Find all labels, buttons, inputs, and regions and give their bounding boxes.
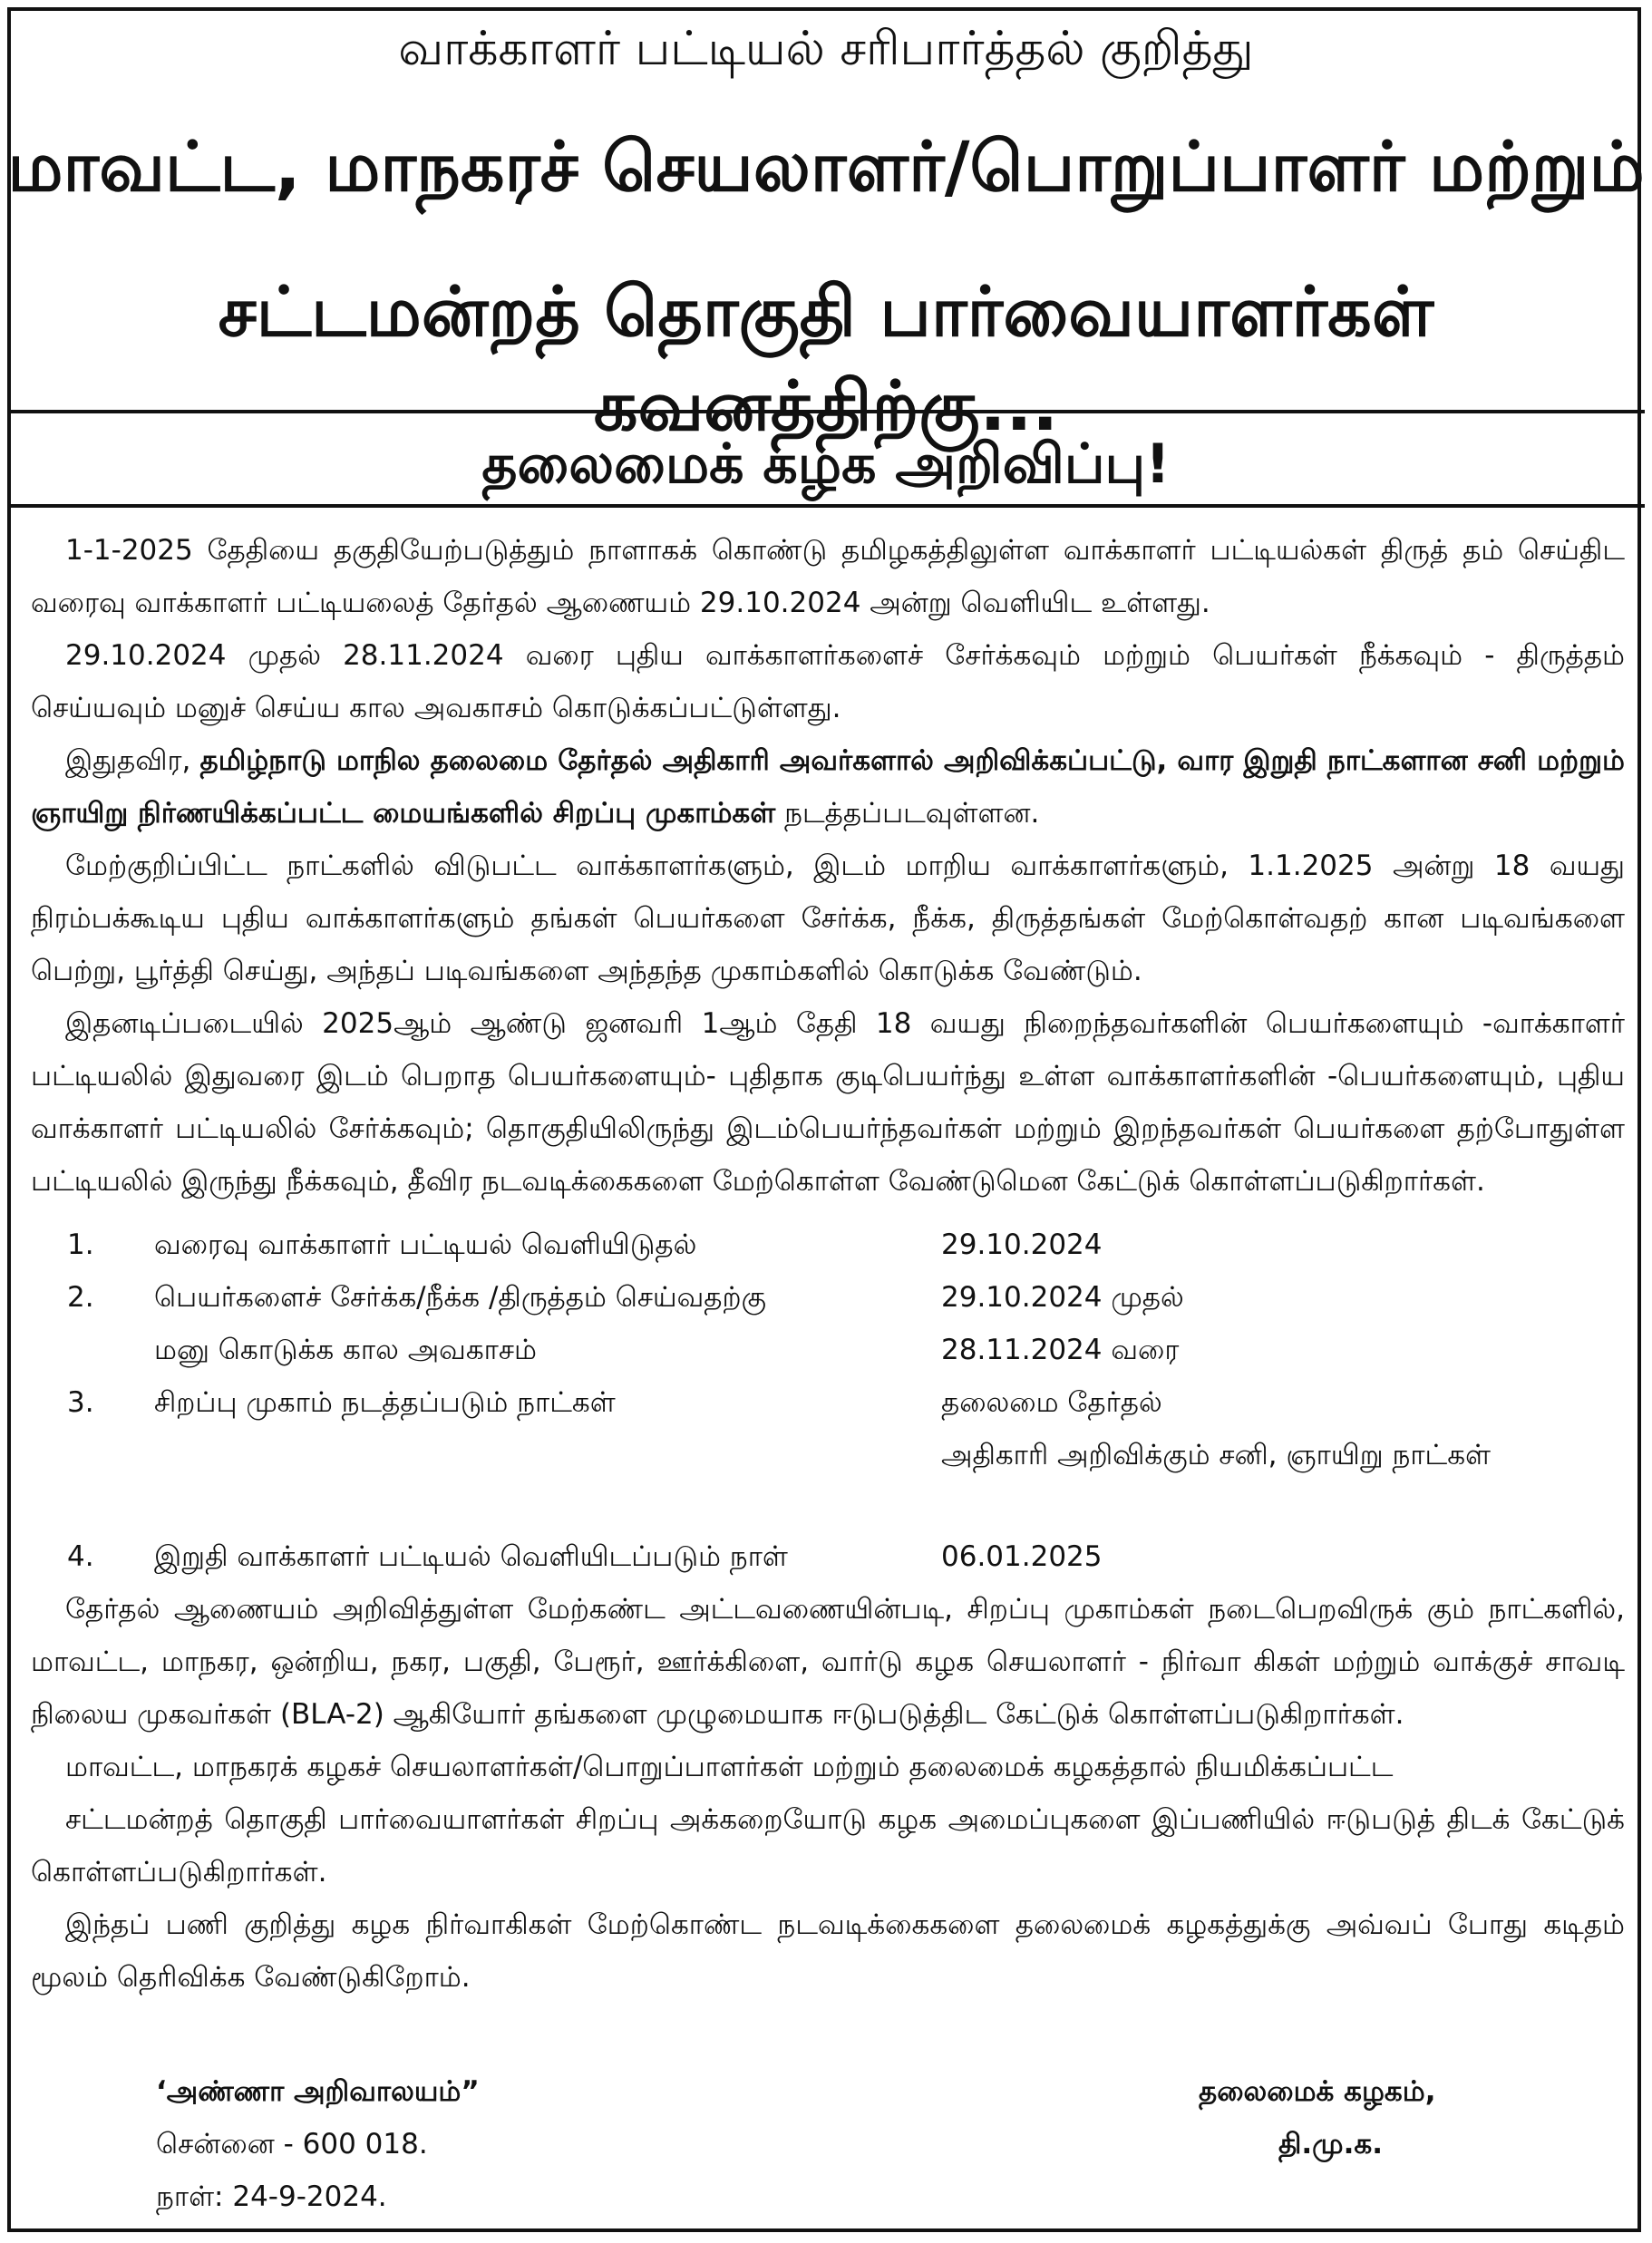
signature-date: நாள்: 24-9-2024. (156, 2180, 387, 2213)
schedule-item-2-description-line-1: பெயர்களைச் சேர்க்க/நீக்க /திருத்தம் செய்வதற்கு (154, 1281, 766, 1314)
schedule-item-4-date: 06.01.2025 (941, 1540, 1103, 1573)
notice-title-line-1: மாவட்ட, மாநகரச் செயலாளர்/பொறுப்பாளர் மற்றும் (7, 126, 1645, 207)
paragraph-1: 1-1-2025 தேதியை தகுதியேற்படுத்தும் நாளாகக் கொண்டு தமிழகத்திலுள்ள வாக்காளர் பட்டியல்கள் திருத் தம் செய்திட வரைவு வாக்காளர் பட்டியலைத் தேர்தல் ஆணையம் 29.10.2024 அன்று வெளியிட உள்ளது. (31, 534, 1625, 619)
schedule-item-3-description: சிறப்பு முகாம் நடத்தப்படும் நாட்கள் (154, 1386, 616, 1419)
paragraph-7-rest: சட்டமன்றத் தொகுதி பார்வையாளர்கள் சிறப்பு அக்கறையோடு கழக அமைப்புகளை இப்பணியில் ஈடுபடுத் திடக் கேட்டுக் கொள்ளப்படுகிறார்கள். (31, 1803, 1625, 1889)
schedule-item-2-description-line-2: மனு கொடுக்க கால அவகாசம் (154, 1334, 537, 1366)
paragraph-8: இந்தப் பணி குறித்து கழக நிர்வாகிகள் மேற்கொண்ட நடவடிக்கைகளை தலைமைக் கழகத்துக்கு அவ்வப் போது கடிதம் மூலம் தெரிவிக்க வேண்டுகிறோம். (31, 1908, 1625, 1994)
schedule-item-1-number: 1. (67, 1228, 94, 1261)
signature-organisation: தலைமைக் கழகம், (1199, 2075, 1436, 2108)
paragraph-3-end: நடத்தப்படவுள்ளன. (775, 797, 1040, 830)
signature-city: சென்னை - 600 018. (156, 2128, 428, 2160)
paragraph-7-line-1: மாவட்ட, மாநகரக் கழகச் செயலாளர்கள்/பொறுப்பாளர்கள் மற்றும் தலைமைக் கழகத்தால் நியமிக்கப்பட்ட (65, 1751, 1394, 1783)
announcement-heading: தலைமைக் கழக அறிவிப்பு! (481, 432, 1171, 496)
notice-subtitle: வாக்காளர் பட்டியல் சரிபார்த்தல் குறித்து (398, 22, 1254, 76)
divider-bottom (7, 504, 1645, 508)
signature-party: தி.மு.க. (1278, 2128, 1383, 2160)
schedule-item-2-date-line-2: 28.11.2024 வரை (941, 1334, 1180, 1366)
schedule-item-2-date-line-1: 29.10.2024 முதல் (941, 1281, 1184, 1314)
schedule-item-2-number: 2. (67, 1281, 94, 1314)
schedule-item-3-date-line-1: தலைமை தேர்தல் (941, 1386, 1162, 1419)
paragraph-3-start: இதுதவிர, (65, 744, 200, 777)
schedule-item-3-number: 3. (67, 1386, 94, 1419)
schedule-item-1-date: 29.10.2024 (941, 1228, 1103, 1261)
schedule-item-4-number: 4. (67, 1540, 94, 1573)
paragraph-3-bold: தமிழ்நாடு மாநில தலைமை தேர்தல் அதிகாரி அவர்களால் அறிவிக்கப்பட்டு, வார இறுதி நாட்களான சனி மற்றும் ஞாயிறு நிர்ணயிக்கப்பட்ட மையங்களில் சிறப்பு முகாம்கள் (31, 744, 1625, 830)
schedule-item-1-description: வரைவு வாக்காளர் பட்டியல் வெளியிடுதல் (154, 1228, 697, 1261)
schedule-item-4-description: இறுதி வாக்காளர் பட்டியல் வெளியிடப்படும் நாள் (154, 1540, 788, 1573)
schedule-item-3-date-line-2: அதிகாரி அறிவிக்கும் சனி, ஞாயிறு நாட்கள் (941, 1439, 1492, 1471)
paragraph-5: இதனடிப்படையில் 2025ஆம் ஆண்டு ஜனவரி 1ஆம் தேதி 18 வயது நிறைந்தவர்களின் பெயர்களையும் -வாக்காளர் பட்டியலில் இதுவரை இடம் பெறாத பெயர்களையும்- புதிதாக குடிபெயர்ந்து உள்ள வாக்காளர்களின் -பெயர்களையும், புதிய வாக்காளர் பட்டியலில் சேர்க்கவும்; தொகுதியிலிருந்து இடம்பெயர்ந்தவர்கள் மற்றும் இறந்தவர்கள் பெயர்களை தற்போதுள்ள பட்டியலில் இருந்து நீக்கவும், தீவிர நடவடிக்கைகளை மேற்கொள்ள வேண்டுமென கேட்டுக் கொள்ளப்படுகிறார்கள். (31, 1007, 1625, 1198)
paragraph-4: மேற்குறிப்பிட்ட நாட்களில் விடுபட்ட வாக்காளர்களும், இடம் மாறிய வாக்காளர்களும், 1.1.2025 அன்று 18 வயது நிரம்பக்கூடிய புதிய வாக்காளர்களும் தங்கள் பெயர்களை சேர்க்க, நீக்க, திருத்தங்கள் மேற்கொள்வதற் கான படிவங்களை பெற்று, பூர்த்தி செய்து, அந்தப் படிவங்களை அந்தந்த முகாம்களில் கொடுக்க வேண்டும். (31, 850, 1625, 987)
divider-top (7, 410, 1645, 413)
notice-title-line-2: சட்டமன்றத் தொகுதி பார்வையாளர்கள் கவனத்திற்கு... (218, 271, 1434, 446)
paragraph-2: 29.10.2024 முதல் 28.11.2024 வரை புதிய வாக்காளர்களைச் சேர்க்கவும் மற்றும் பெயர்கள் நீக்கவும் - திருத்தம் செய்யவும் மனுச் செய்ய கால அவகாசம் கொடுக்கப்பட்டுள்ளது. (31, 639, 1625, 724)
signature-place: ‘அண்ணா அறிவாலயம்” (156, 2075, 480, 2108)
paragraph-6: தேர்தல் ஆணையம் அறிவித்துள்ள மேற்கண்ட அட்டவணையின்படி, சிறப்பு முகாம்கள் நடைபெறவிருக் கும் நாட்களில், மாவட்ட, மாநகர, ஒன்றிய, நகர, பகுதி, பேரூர், ஊர்க்கிளை, வார்டு கழக செயலாளர் - நிர்வா கிகள் மற்றும் வாக்குச் சாவடி நிலைய முகவர்கள் (BLA-2) ஆகியோர் தங்களை முழுமையாக ஈடுபடுத்திட கேட்டுக் கொள்ளப்படுகிறார்கள். (31, 1593, 1625, 1731)
paragraph-3 (31, 734, 1625, 840)
